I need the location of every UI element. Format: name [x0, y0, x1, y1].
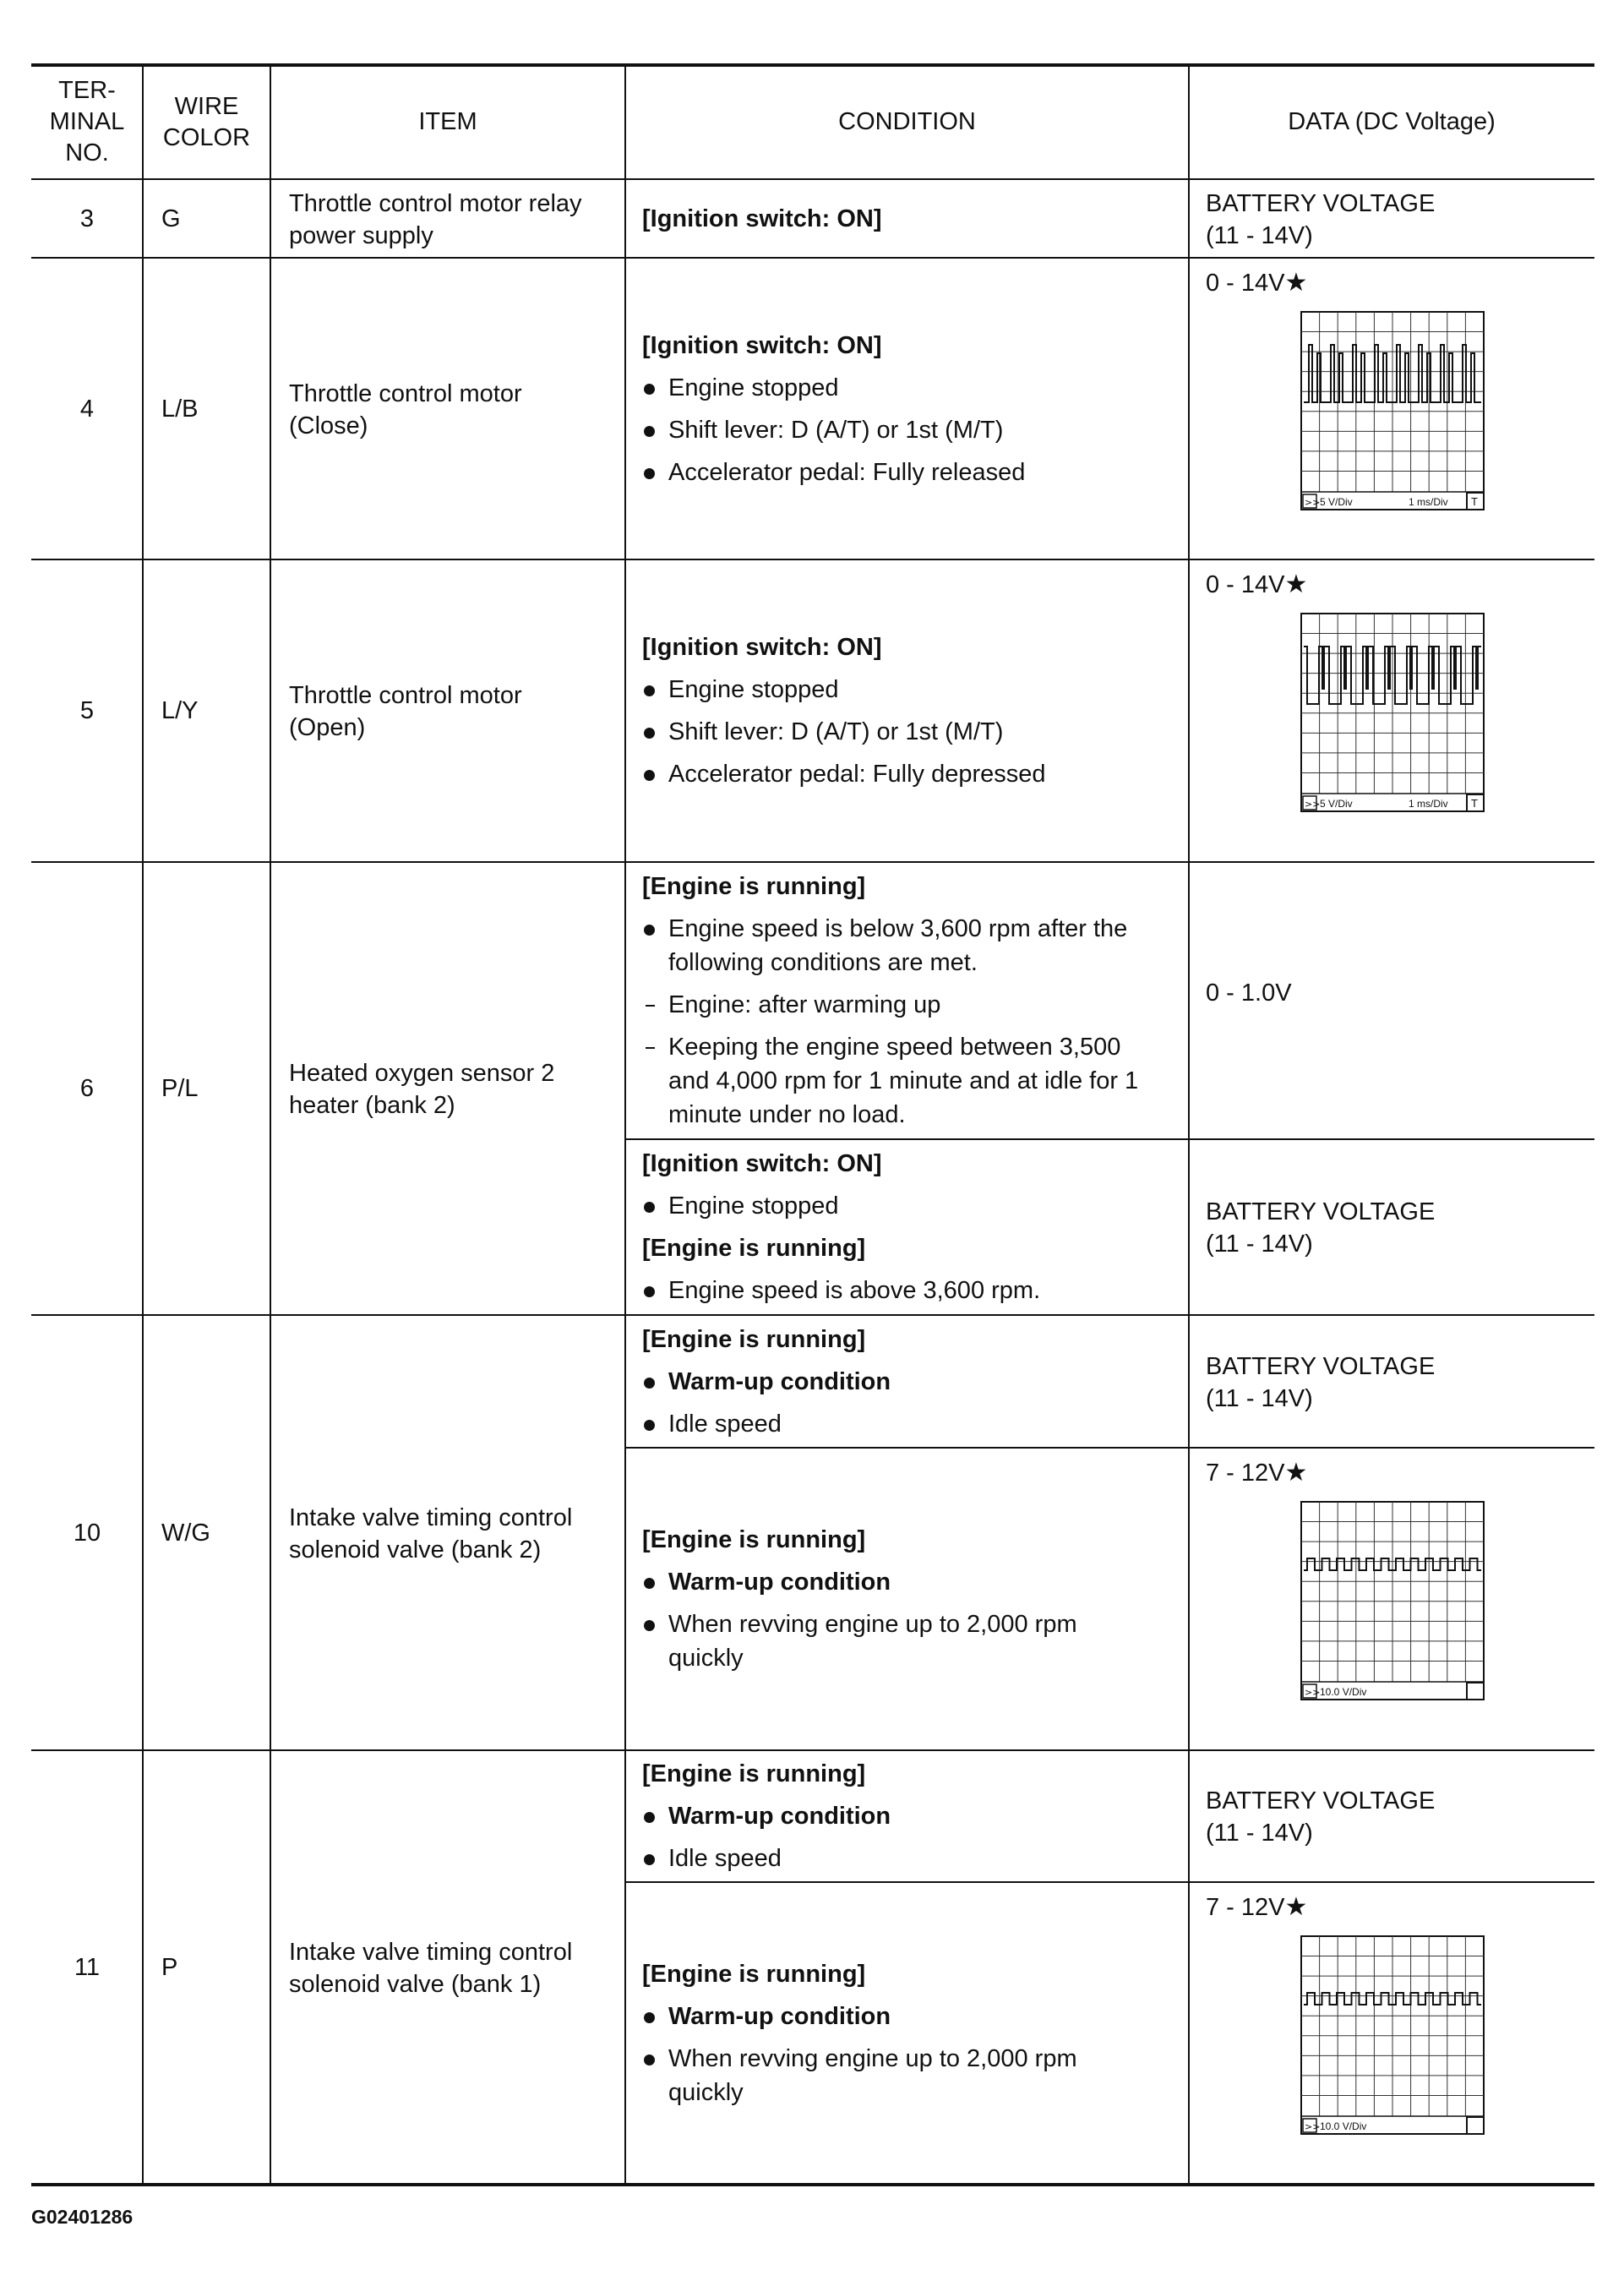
condition-bullet: [642, 1799, 891, 1833]
item-text: power supply: [289, 221, 433, 249]
item-text: solenoid valve (bank 1): [289, 1971, 542, 1998]
condition-text: Warm-up condition: [668, 1569, 891, 1596]
data-voltage: 7 - 12V★: [1206, 1893, 1308, 1921]
item-text: Throttle control motor: [289, 682, 522, 709]
condition-heading: [Ignition switch: ON]: [642, 331, 882, 359]
condition-text: Idle speed: [668, 1845, 782, 1872]
scope-trigger-icon: T: [1471, 797, 1478, 810]
data-voltage: BATTERY VOLTAGE: [1206, 1198, 1436, 1225]
scope-time-label: 1 ms/Div: [1409, 496, 1448, 508]
item-text: Throttle control motor: [289, 379, 522, 407]
condition-text: quickly: [668, 2079, 744, 2106]
scope-vdiv-label: 5 V/Div: [1320, 496, 1353, 508]
oscilloscope-waveform: [1300, 1501, 1485, 1700]
header-terminal-no: TER-: [58, 77, 116, 104]
condition-text: Shift lever: D (A/T) or 1st (M/T): [668, 416, 1004, 444]
condition-text: Warm-up condition: [668, 1367, 891, 1395]
item-text: solenoid valve (bank 2): [289, 1536, 542, 1563]
item-text: Intake valve timing control: [289, 1939, 573, 1966]
condition-heading: [Engine is running]: [642, 1325, 866, 1353]
condition-bullet: [642, 371, 839, 405]
condition-heading: [Engine is running]: [642, 1760, 866, 1787]
condition-text: Engine stopped: [668, 676, 839, 703]
header-wire-color: WIRE: [174, 92, 239, 120]
header-terminal-no: NO.: [65, 139, 109, 166]
condition-sub-item: [642, 988, 940, 1022]
item-text: Intake valve timing control: [289, 1503, 573, 1531]
condition-bullet: [642, 1274, 1040, 1307]
condition-bullet: [642, 715, 1003, 749]
condition-bullet: [642, 1407, 782, 1441]
scope-arrow-icon: >>: [1305, 497, 1321, 508]
condition-heading: [Ignition switch: ON]: [642, 205, 882, 232]
data-voltage: 0 - 1.0V: [1206, 980, 1292, 1007]
condition-bullet: [642, 757, 1046, 791]
scope-vdiv-label: 10.0 V/Div: [1320, 1686, 1367, 1698]
condition-bullet: [642, 1365, 891, 1399]
condition-text: Engine stopped: [668, 1192, 839, 1220]
wire-color: P/L: [161, 1075, 199, 1102]
condition-heading: [Engine is running]: [642, 1235, 866, 1262]
item-text: Heated oxygen sensor 2: [289, 1060, 555, 1087]
oscilloscope-waveform: [1300, 311, 1485, 510]
condition-bullet: [642, 1842, 782, 1875]
scope-vdiv-label: 10.0 V/Div: [1320, 2120, 1367, 2132]
condition-text: Accelerator pedal: Fully depressed: [668, 761, 1046, 788]
condition-heading: [Ignition switch: ON]: [642, 634, 882, 661]
header-wire-color: COLOR: [162, 123, 251, 151]
condition-text: Engine speed is below 3,600 rpm after the: [668, 915, 1128, 942]
scope-time-label: 1 ms/Div: [1409, 798, 1448, 810]
star-icon: ★: [1284, 570, 1308, 598]
scope-arrow-icon: >>: [1305, 799, 1321, 810]
star-icon: ★: [1284, 269, 1308, 297]
data-voltage: (11 - 14V): [1206, 221, 1313, 249]
condition-text: minute under no load.: [668, 1101, 906, 1128]
wire-color: L/Y: [161, 697, 199, 724]
condition-bullet: [642, 1189, 839, 1223]
condition-text: Shift lever: D (A/T) or 1st (M/T): [668, 718, 1004, 745]
condition-bullet: [642, 1607, 1077, 1675]
condition-sub-item: [642, 1030, 1138, 1132]
data-voltage: (11 - 14V): [1206, 1820, 1313, 1847]
condition-bullet: [642, 413, 1003, 447]
data-voltage: (11 - 14V): [1206, 1384, 1313, 1412]
scope-trigger-icon: T: [1471, 495, 1478, 508]
header-terminal-no: MINAL: [49, 108, 125, 135]
condition-bullet: [642, 1565, 891, 1599]
header-condition: CONDITION: [838, 108, 976, 135]
condition-heading: [Engine is running]: [642, 1526, 866, 1553]
item-text: (Open): [289, 714, 366, 741]
data-voltage: (11 - 14V): [1206, 1231, 1313, 1258]
condition-bullet: [642, 912, 1127, 980]
data-voltage: BATTERY VOLTAGE: [1206, 1352, 1436, 1380]
condition-bullet: [642, 2000, 891, 2033]
header-item: ITEM: [418, 108, 477, 135]
terminal-number: 10: [73, 1519, 101, 1547]
condition-text: When revving engine up to 2,000 rpm: [668, 1611, 1077, 1638]
condition-text: and 4,000 rpm for 1 minute and at idle for 1: [668, 1067, 1139, 1094]
condition-text: Engine speed is above 3,600 rpm.: [668, 1277, 1041, 1304]
wire-color: W/G: [161, 1519, 210, 1547]
condition-text: Idle speed: [668, 1410, 782, 1438]
wire-color: G: [161, 205, 181, 232]
scope-vdiv-label: 5 V/Div: [1320, 798, 1353, 810]
terminal-number: 3: [79, 205, 95, 232]
condition-bullet: [642, 2042, 1077, 2109]
terminal-number: 11: [74, 1954, 101, 1981]
data-voltage: BATTERY VOLTAGE: [1206, 189, 1436, 217]
data-voltage: 7 - 12V★: [1206, 1459, 1308, 1487]
condition-bullet: [642, 456, 1025, 489]
condition-text: Engine: after warming up: [668, 991, 941, 1018]
condition-text: Accelerator pedal: Fully released: [668, 458, 1026, 486]
data-voltage: BATTERY VOLTAGE: [1206, 1787, 1436, 1814]
condition-heading: [Engine is running]: [642, 1961, 866, 1988]
oscilloscope-waveform: [1300, 1935, 1485, 2135]
condition-text: Warm-up condition: [668, 1803, 891, 1830]
terminal-number: 4: [79, 395, 95, 423]
condition-text: Keeping the engine speed between 3,500: [668, 1034, 1121, 1061]
terminal-number: 6: [79, 1075, 95, 1102]
wire-color: L/B: [161, 395, 199, 423]
star-icon: ★: [1284, 1893, 1308, 1921]
star-icon: ★: [1284, 1459, 1308, 1487]
document-id: G02401286: [31, 2206, 134, 2228]
oscilloscope-waveform: [1300, 613, 1485, 812]
data-voltage: 0 - 14V★: [1206, 570, 1308, 598]
condition-text: Warm-up condition: [668, 2003, 891, 2030]
item-text: Throttle control motor relay: [289, 189, 582, 217]
condition-text: When revving engine up to 2,000 rpm: [668, 2045, 1077, 2072]
condition-text: quickly: [668, 1645, 744, 1672]
condition-text: Engine stopped: [668, 374, 839, 401]
condition-text: following conditions are met.: [668, 949, 978, 976]
condition-bullet: [642, 673, 839, 707]
scope-arrow-icon: >>: [1305, 2121, 1321, 2132]
header-data: DATA (DC Voltage): [1288, 108, 1496, 135]
terminal-number: 5: [79, 697, 95, 724]
item-text: (Close): [289, 412, 368, 439]
wire-color: P: [161, 1954, 178, 1981]
data-voltage: 0 - 14V★: [1206, 269, 1308, 297]
condition-heading: [Engine is running]: [642, 873, 866, 900]
terminal-data-table: [31, 63, 1594, 2195]
condition-heading: [Ignition switch: ON]: [642, 1150, 882, 1177]
scope-arrow-icon: >>: [1305, 1687, 1321, 1698]
item-text: heater (bank 2): [289, 1092, 455, 1119]
